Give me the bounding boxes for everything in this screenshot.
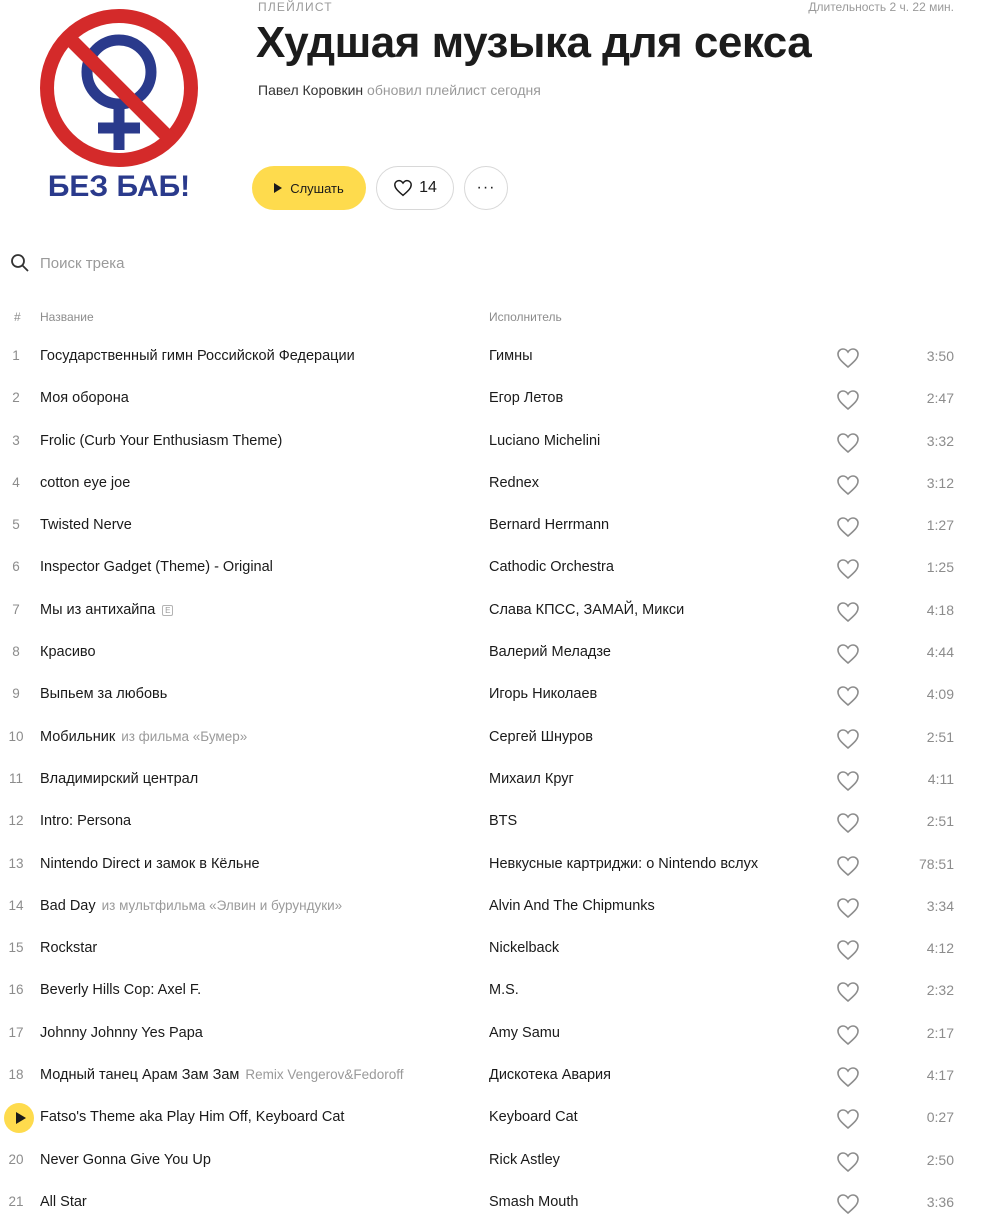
- heart-icon[interactable]: [836, 981, 860, 1003]
- track-artist[interactable]: Nickelback: [489, 940, 560, 957]
- track-row[interactable]: [0, 590, 990, 632]
- heart-icon[interactable]: [836, 770, 860, 792]
- heart-icon[interactable]: [836, 855, 860, 877]
- heart-icon[interactable]: [836, 812, 860, 834]
- more-options-button[interactable]: [464, 166, 508, 210]
- page-title: Худшая музыка для секса: [256, 18, 812, 67]
- track-duration: 4:18: [926, 601, 954, 618]
- track-title-text: Мы из антихайпа: [40, 601, 156, 618]
- track-number: 13: [8, 855, 24, 871]
- play-icon: [274, 183, 282, 193]
- track-row[interactable]: [0, 1182, 990, 1224]
- track-title[interactable]: [40, 390, 129, 406]
- track-row[interactable]: [0, 378, 990, 420]
- track-title-text: Красиво: [40, 644, 96, 661]
- track-number: 7: [12, 601, 20, 617]
- heart-icon[interactable]: [836, 1193, 860, 1215]
- track-artist[interactable]: Alvin And The Chipmunks: [489, 897, 655, 914]
- track-artist[interactable]: Cathodic Orchestra: [489, 559, 614, 576]
- track-duration: 2:50: [926, 1151, 954, 1168]
- track-title-text: Inspector Gadget (Theme) - Original: [40, 559, 273, 576]
- track-artist[interactable]: Rednex: [489, 474, 539, 491]
- track-duration: 3:32: [926, 432, 954, 449]
- track-title-text: Владимирский централ: [40, 770, 199, 787]
- heart-icon[interactable]: [836, 558, 860, 580]
- track-row[interactable]: [0, 801, 990, 843]
- playlist-duration: Длительность 2 ч. 22 мин.: [808, 0, 954, 14]
- track-row[interactable]: [0, 1140, 990, 1182]
- no-women-sign-image: [12, 0, 226, 210]
- track-duration: 4:44: [926, 644, 954, 661]
- track-title[interactable]: [40, 729, 247, 745]
- track-title-text: Beverly Hills Cop: Axel F.: [40, 982, 202, 999]
- column-name[interactable]: Название: [40, 310, 94, 324]
- track-duration: 1:25: [926, 559, 954, 576]
- track-artist[interactable]: M.S.: [489, 982, 519, 999]
- playlist-cover: [12, 0, 226, 210]
- track-number: 1: [12, 348, 20, 363]
- track-artist[interactable]: Михаил Круг: [489, 770, 574, 787]
- track-artist[interactable]: Егор Летов: [489, 390, 564, 407]
- like-playlist-button[interactable]: [376, 166, 454, 210]
- track-number: 18: [8, 1067, 24, 1083]
- explicit-badge-icon: E: [162, 605, 173, 616]
- track-table-header: [0, 308, 990, 328]
- track-duration: 3:50: [926, 348, 954, 364]
- track-number: 20: [8, 1151, 24, 1167]
- track-artist[interactable]: Невкусные картриджи: о Nintendo вслух: [489, 855, 759, 872]
- track-title-text: Моя оборона: [40, 390, 129, 407]
- track-title[interactable]: [40, 433, 282, 449]
- track-number: 4: [12, 474, 20, 490]
- track-number: 15: [8, 940, 24, 956]
- track-title[interactable]: [40, 475, 130, 491]
- track-duration: 3:12: [926, 474, 954, 491]
- track-artist[interactable]: Smash Mouth: [489, 1193, 579, 1210]
- track-number: 5: [12, 517, 20, 533]
- track-search: [10, 250, 410, 276]
- track-row[interactable]: [0, 505, 990, 547]
- play-button-label: Слушать: [290, 180, 344, 196]
- track-title-text: Johnny Johnny Yes Papa: [40, 1024, 203, 1041]
- track-title[interactable]: [40, 1025, 203, 1041]
- track-number: 12: [8, 813, 24, 829]
- heart-icon[interactable]: [836, 897, 860, 919]
- track-row[interactable]: [0, 717, 990, 759]
- heart-icon[interactable]: [836, 939, 860, 961]
- track-row[interactable]: [0, 928, 990, 970]
- track-artist[interactable]: Игорь Николаев: [489, 686, 598, 703]
- track-title-text: Frolic (Curb Your Enthusiasm Theme): [40, 432, 283, 449]
- track-artist[interactable]: Amy Samu: [489, 1024, 560, 1041]
- track-title-text: cotton eye joe: [40, 474, 131, 491]
- track-title-text: Intro: Persona: [40, 813, 132, 830]
- track-title[interactable]: [40, 348, 355, 364]
- heart-icon[interactable]: [836, 1024, 860, 1046]
- more-icon: ···: [476, 179, 496, 196]
- track-title[interactable]: [40, 898, 342, 914]
- heart-icon[interactable]: [836, 1108, 860, 1130]
- heart-icon[interactable]: [836, 347, 860, 369]
- track-number: 11: [8, 770, 23, 786]
- heart-icon[interactable]: [836, 474, 860, 496]
- track-duration: 0:27: [926, 1109, 954, 1126]
- track-title-text: Выпьем за любовь: [40, 686, 168, 703]
- track-number: 10: [8, 728, 24, 744]
- track-title-text: Bad Day: [40, 897, 96, 914]
- track-version: Remix Vengerov&Fedoroff: [245, 1067, 404, 1083]
- track-number: 2: [12, 390, 20, 406]
- track-duration: 4:09: [926, 686, 954, 703]
- track-title-text: Модный танец Арам Зам Зам: [40, 1067, 240, 1084]
- track-row[interactable]: [0, 844, 990, 886]
- track-title-text: Мобильник: [40, 728, 116, 745]
- track-title-text: Never Gonna Give You Up: [40, 1151, 211, 1168]
- track-row[interactable]: [0, 970, 990, 1012]
- track-row[interactable]: [0, 1013, 990, 1055]
- track-title[interactable]: [40, 856, 260, 872]
- track-artist[interactable]: Luciano Michelini: [489, 432, 601, 449]
- heart-icon[interactable]: [836, 728, 860, 750]
- heart-icon[interactable]: [836, 601, 860, 623]
- track-number: 3: [12, 432, 20, 448]
- track-title[interactable]: [40, 1194, 87, 1210]
- track-list: [0, 336, 990, 1224]
- track-title[interactable]: [40, 982, 201, 998]
- track-duration: 1:27: [926, 517, 954, 534]
- track-duration: 4:11: [927, 770, 954, 787]
- track-title[interactable]: [40, 644, 96, 660]
- heart-icon[interactable]: [836, 643, 860, 665]
- track-title[interactable]: [40, 1152, 211, 1168]
- play-icon: [16, 1112, 26, 1124]
- track-duration: 4:17: [926, 1067, 954, 1084]
- track-row[interactable]: [0, 674, 990, 716]
- track-row[interactable]: [0, 1055, 990, 1097]
- track-row[interactable]: [0, 632, 990, 674]
- playlist-byline: [258, 82, 541, 98]
- track-artist[interactable]: Гимны: [489, 348, 533, 364]
- search-input[interactable]: [40, 255, 380, 272]
- track-title-text: Twisted Nerve: [40, 517, 132, 534]
- track-title[interactable]: [40, 686, 167, 702]
- track-number: 8: [12, 644, 20, 660]
- track-row[interactable]: [0, 336, 990, 378]
- track-duration: 2:17: [926, 1024, 954, 1041]
- track-artist[interactable]: Rick Astley: [489, 1151, 560, 1168]
- track-title[interactable]: [40, 1067, 403, 1083]
- track-artist[interactable]: Bernard Herrmann: [489, 517, 610, 534]
- track-title[interactable]: [40, 771, 198, 787]
- track-row[interactable]: [0, 1097, 990, 1139]
- track-artist[interactable]: Валерий Меладзе: [489, 644, 611, 661]
- heart-icon[interactable]: [836, 516, 860, 538]
- track-number: 16: [8, 982, 24, 998]
- track-duration: 3:34: [926, 897, 954, 914]
- track-artist[interactable]: Keyboard Cat: [489, 1109, 578, 1126]
- track-title-text: Nintendo Direct и замок в Кёльне: [40, 855, 260, 872]
- track-row[interactable]: [0, 759, 990, 801]
- track-row[interactable]: [0, 421, 990, 463]
- track-artist[interactable]: Сергей Шнуров: [489, 728, 593, 745]
- heart-icon[interactable]: [836, 389, 860, 411]
- column-artist[interactable]: Исполнитель: [489, 310, 562, 324]
- track-title[interactable]: [40, 559, 273, 575]
- track-title-text: Fatso's Theme aka Play Him Off, Keyboard Cat: [40, 1109, 345, 1126]
- track-title[interactable]: [40, 517, 132, 533]
- search-icon: [10, 253, 30, 273]
- heart-icon: [393, 179, 413, 197]
- track-title-text: Государственный гимн Российской Федерации: [40, 348, 355, 364]
- playlist-actions: [252, 166, 508, 210]
- heart-icon[interactable]: [836, 432, 860, 454]
- track-number: 21: [8, 1193, 24, 1209]
- track-row[interactable]: [0, 463, 990, 505]
- column-number: #: [14, 310, 21, 324]
- track-title[interactable]: [40, 940, 97, 956]
- track-duration: 4:12: [926, 940, 954, 957]
- playlist-kind-label: ПЛЕЙЛИСТ: [258, 0, 333, 14]
- track-row[interactable]: [0, 547, 990, 589]
- track-title-text: Rockstar: [40, 940, 98, 957]
- track-artist[interactable]: Слава КПСС, ЗАМАЙ, Микси: [489, 601, 685, 618]
- track-duration: 3:36: [926, 1193, 954, 1210]
- track-title[interactable]: [40, 813, 131, 829]
- track-number: 17: [8, 1024, 24, 1040]
- author-link[interactable]: Павел Коровкин: [258, 82, 364, 98]
- play-button[interactable]: [252, 166, 366, 210]
- heart-icon[interactable]: [836, 685, 860, 707]
- track-number: 14: [8, 897, 24, 913]
- track-duration: 2:51: [926, 813, 954, 830]
- track-duration: 2:47: [926, 390, 954, 407]
- cover-caption: БЕЗ БАБ!: [47, 170, 191, 203]
- like-count: 14: [419, 179, 437, 196]
- track-duration: 78:51: [918, 855, 954, 872]
- track-number: 9: [12, 686, 20, 702]
- heart-icon[interactable]: [836, 1151, 860, 1173]
- track-duration: 2:51: [926, 728, 954, 745]
- track-version: из мультфильма «Элвин и бурундуки»: [101, 897, 343, 913]
- track-row[interactable]: [0, 886, 990, 928]
- track-duration: 2:32: [926, 982, 954, 999]
- track-number: 6: [12, 559, 20, 575]
- heart-icon[interactable]: [836, 1066, 860, 1088]
- track-title[interactable]: [40, 602, 173, 618]
- track-version: из фильма «Бумер»: [121, 728, 248, 744]
- track-title-text: All Star: [40, 1193, 87, 1210]
- track-title[interactable]: [40, 1109, 344, 1125]
- now-playing-button[interactable]: [4, 1103, 34, 1133]
- updated-text: обновил плейлист сегодня: [367, 82, 541, 98]
- track-artist[interactable]: Дискотека Авария: [489, 1067, 612, 1084]
- track-artist[interactable]: BTS: [489, 813, 518, 830]
